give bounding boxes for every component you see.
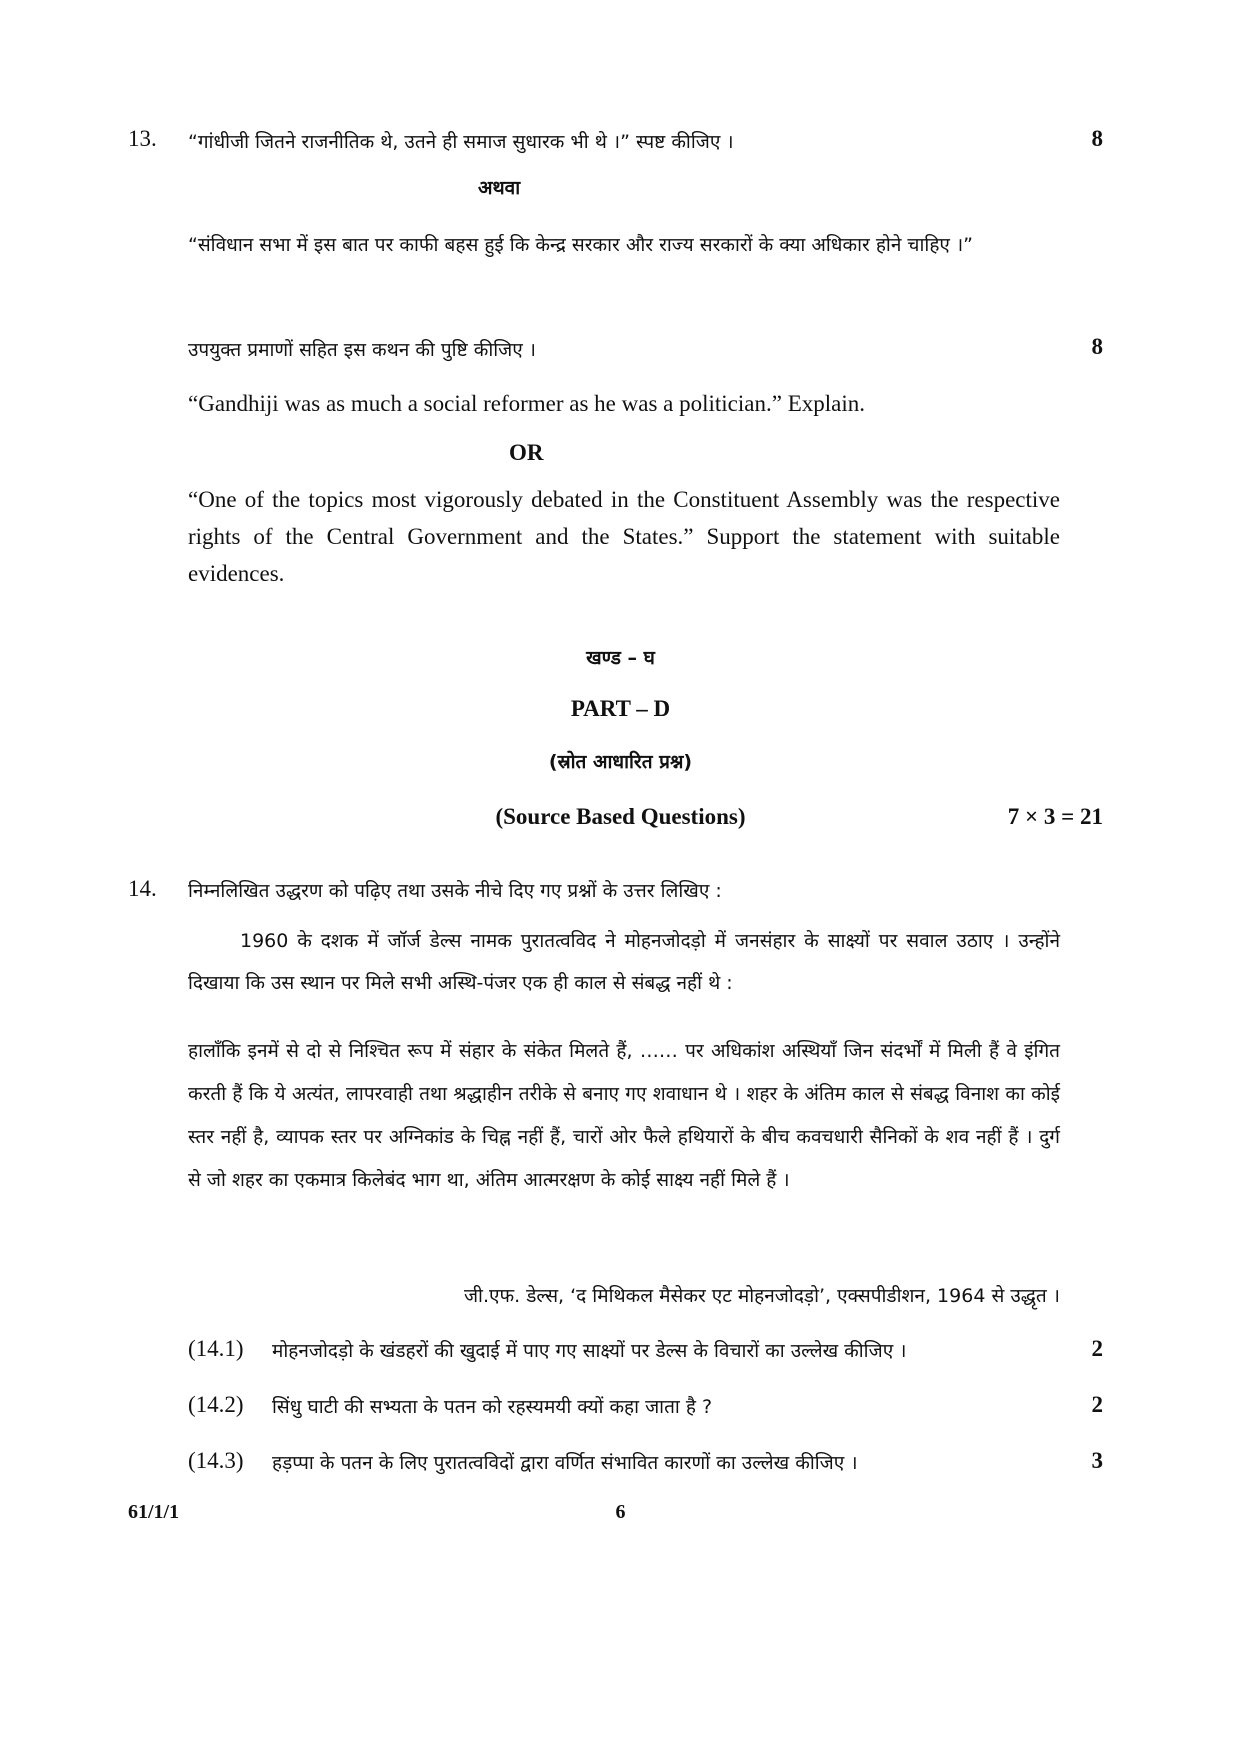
subquestion-number: (14.3) <box>188 1448 244 1473</box>
paper-code: 61/1/1 <box>128 1501 180 1523</box>
question-14-instruction: निम्नलिखित उद्धरण को पढ़िए तथा उसके नीचे दिए गए प्रश्नों के उत्तर लिखिए : <box>188 880 722 902</box>
subquestion-number: (14.1) <box>188 1336 244 1361</box>
subquestion-text: मोहनजोदड़ो के खंडहरों की खुदाई में पाए गए साक्ष्यों पर डेल्स के विचारों का उल्लेख कीजिए । <box>272 1340 907 1362</box>
question-13-marks: 8 <box>1091 126 1103 151</box>
question-14-citation: जी.एफ. डेल्स, ‘द मिथिकल मैसेकर एट मोहनजोदड़ो’, एक्सपीडीशन, 1964 से उद्धृत । <box>463 1285 1060 1307</box>
question-13-number: 13. <box>128 126 157 151</box>
part-d-english-heading: PART – D <box>570 696 671 721</box>
question-14-passage-intro: 1960 के दशक में जॉर्ज डेल्स नामक पुरातत्वविद ने मोहनजोदड़ो में जनसंहार के साक्ष्यों पर सवाल उठाए । उन्होंने दिखाया कि उस स्थान पर मिले सभी अस्थि-पंजर एक ही काल से संबद्ध नहीं थे : <box>188 930 1060 994</box>
part-d-hindi-subheading: (स्रोत आधारित प्रश्न) <box>548 751 693 773</box>
subquestion-text: हड़प्पा के पतन के लिए पुरातत्वविदों द्वारा वर्णित संभावित कारणों का उल्लेख कीजिए । <box>272 1452 858 1474</box>
subquestion-number: (14.2) <box>188 1392 244 1417</box>
question-13-alt-english-text: “One of the topics most vigorously debated in the Constituent Assembly was the respective rights of the Central Government and the States.” Support the statement with suitable evidences. <box>188 487 1060 586</box>
question-14-number: 14. <box>128 876 157 901</box>
part-d-marks-formula: 7 × 3 = 21 <box>1007 804 1103 829</box>
or-hindi-label: अथवा <box>478 177 521 199</box>
question-13-alt-marks: 8 <box>1091 334 1103 359</box>
question-13-hindi-text: “गांधीजी जितने राजनीतिक थे, उतने ही समाज सुधारक भी थे ।” स्पष्ट कीजिए । <box>188 131 734 153</box>
page-number: 6 <box>615 1501 626 1523</box>
subquestion-marks: 2 <box>1091 1392 1103 1417</box>
question-13-alt-hindi-text: “संविधान सभा में इस बात पर काफी बहस हुई कि केन्द्र सरकार और राज्य सरकारों के क्या अधिकार होने चाहिए ।” <box>188 234 973 256</box>
subquestion-marks: 2 <box>1091 1336 1103 1361</box>
part-d-english-subheading: (Source Based Questions) <box>495 804 746 829</box>
question-13-english-text: “Gandhiji was as much a social reformer as he was a politician.” Explain. <box>188 391 865 416</box>
subquestion-marks: 3 <box>1091 1448 1103 1473</box>
or-english-label: OR <box>509 440 544 465</box>
part-d-hindi-heading: खण्ड – घ <box>586 647 655 669</box>
question-14-passage-quote: हालाँकि इनमें से दो से निश्चित रूप में संहार के संकेत मिलते हैं, …… पर अधिकांश अस्थियाँ जिन संदर्भों में मिली हैं वे इंगित करती हैं कि ये अत्यंत, लापरवाही तथा श्रद्धाहीन तरीके से बनाए गए शवाधान थे । शहर के अंतिम काल से संबद्ध विनाश का कोई स्तर नहीं है, व्यापक स्तर पर अग्निकांड के चिह्न नहीं हैं, चारों ओर फैले हथियारों के बीच कवचधारी सैनिकों के शव नहीं हैं । दुर्ग से जो शहर का एकमात्र किलेबंद भाग था, अंतिम आत्मरक्षण के कोई साक्ष्य नहीं मिले हैं । <box>188 1040 1060 1191</box>
subquestion-text: सिंधु घाटी की सभ्यता के पतन को रहस्यमयी क्यों कहा जाता है ? <box>272 1396 713 1418</box>
question-13-alt-instruction: उपयुक्त प्रमाणों सहित इस कथन की पुष्टि कीजिए । <box>188 339 537 361</box>
